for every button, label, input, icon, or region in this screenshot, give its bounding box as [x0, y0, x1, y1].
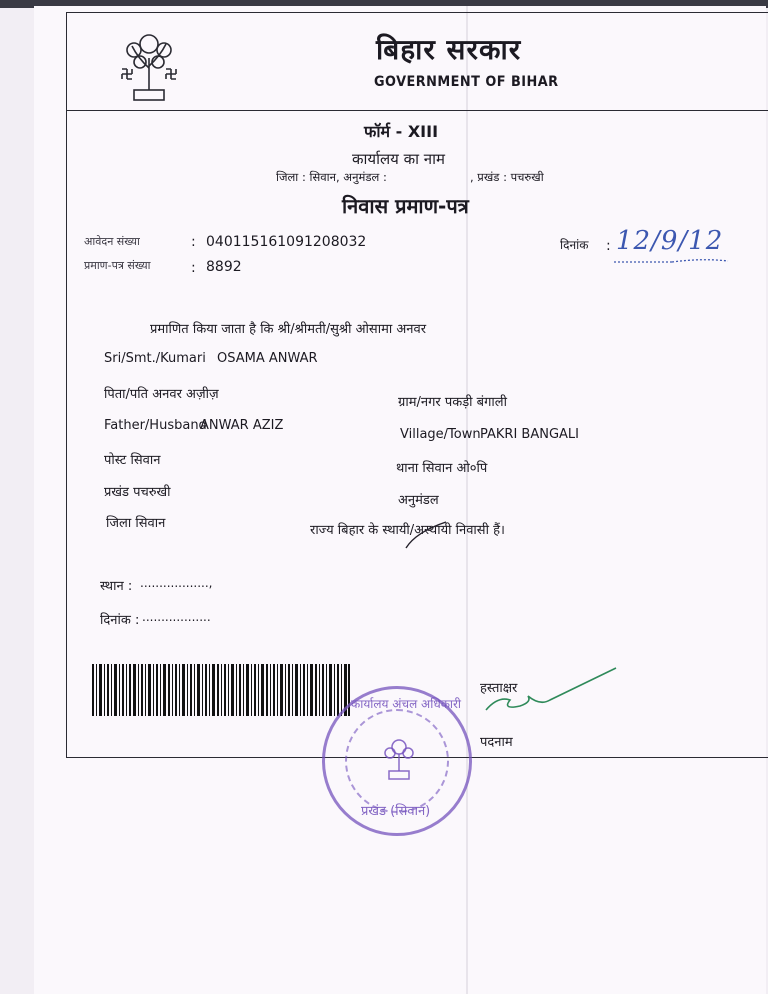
- header-title-english: GOVERNMENT OF BIHAR: [374, 74, 559, 90]
- header-divider: [66, 110, 768, 111]
- barcode: [92, 664, 350, 716]
- name-value: OSAMA ANWAR: [217, 351, 318, 366]
- date-underline: [612, 256, 730, 266]
- police-station: थाना सिवान ओ०पि: [396, 461, 488, 476]
- footer-date-label: दिनांक :: [100, 613, 140, 628]
- seal-top-text: कार्यालय अंचल अधिकारी: [351, 697, 462, 711]
- block-line: , प्रखंड : पचरुखी: [470, 170, 544, 184]
- designation-label: पदनाम: [480, 735, 513, 750]
- certificate-colon: :: [191, 260, 196, 276]
- place-label: स्थान :: [100, 579, 133, 594]
- official-seal-stamp: [322, 686, 472, 836]
- father-value: ANWAR AZIZ: [200, 418, 284, 433]
- village-hindi: ग्राम/नगर पकड़ी बंगाली: [398, 395, 507, 410]
- village-value: PAKRI BANGALI: [480, 427, 580, 442]
- footer-date-value: ..................: [142, 610, 211, 624]
- place-value: ..................,: [140, 576, 213, 590]
- certificate-page: [34, 6, 766, 994]
- office-name-label: कार्यालय का नाम: [352, 150, 445, 168]
- father-name-hindi: पिता/पति अनवर अज़ीज़: [104, 387, 219, 402]
- certificate-number-label: प्रमाण-पत्र संख्या: [84, 259, 151, 272]
- bihar-emblem-icon: [116, 28, 182, 104]
- seal-bottom-text: प्रखंड (सिवान): [361, 804, 431, 819]
- father-label: Father/Husband: [104, 418, 207, 433]
- issue-date-colon: :: [606, 238, 611, 254]
- residence-statement: राज्य बिहार के स्थायी/अस्थायी निवासी हैं।: [310, 523, 505, 538]
- certify-statement: प्रमाणित किया जाता है कि श्री/श्रीमती/सुश्री ओसामा अनवर: [150, 322, 427, 337]
- strike-through-mark: [402, 518, 450, 552]
- signature-mark: [480, 666, 620, 716]
- seal-emblem-icon: [381, 737, 417, 781]
- subdivision-label: अनुमंडल: [398, 493, 439, 508]
- certificate-title: निवास प्रमाण-पत्र: [342, 194, 469, 218]
- signature-label: हस्ताक्षर: [480, 681, 518, 696]
- issue-date-label: दिनांक: [560, 238, 589, 252]
- district-name: जिला सिवान: [106, 516, 166, 531]
- district-subdivision-line: जिला : सिवान, अनुमंडल :: [276, 170, 387, 184]
- header-title-hindi: बिहार सरकार: [376, 33, 522, 66]
- application-number-value: 040115161091208032: [206, 234, 367, 250]
- issue-date-handwritten: 12/9/12: [616, 226, 724, 256]
- form-number: फॉर्म - XIII: [364, 122, 439, 141]
- name-label: Sri/Smt./Kumari: [104, 351, 206, 366]
- post-office: पोस्ट सिवान: [104, 453, 161, 468]
- block-name: प्रखंड पचरुखी: [104, 485, 171, 500]
- application-colon: :: [191, 234, 196, 250]
- certificate-number-value: 8892: [206, 259, 242, 275]
- application-number-label: आवेदन संख्या: [84, 235, 140, 248]
- village-label: Village/Town: [400, 427, 481, 442]
